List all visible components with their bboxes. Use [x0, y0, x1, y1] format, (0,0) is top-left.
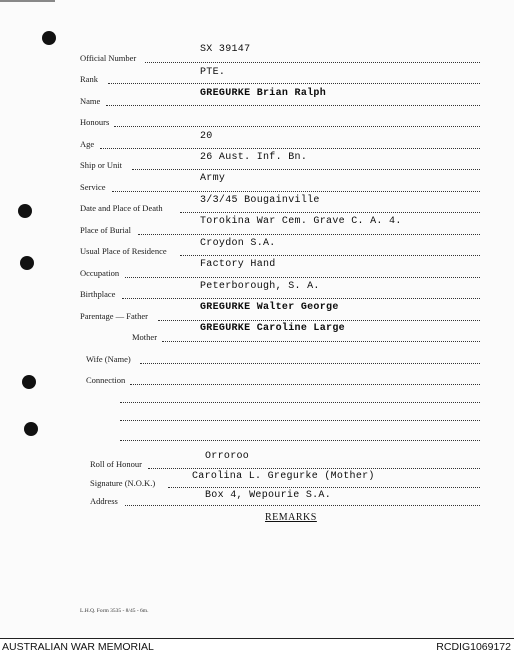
dotted-line	[106, 105, 480, 106]
age-label: Age	[80, 139, 95, 149]
archive-footer	[0, 638, 514, 655]
date-place-death-label: Date and Place of Death	[80, 203, 163, 213]
signature-label: Signature (N.O.K.)	[90, 478, 156, 488]
dotted-line	[130, 384, 480, 385]
dotted-line	[114, 126, 480, 127]
service-label: Service	[80, 182, 106, 192]
dotted-line	[158, 320, 480, 321]
ship-or-unit-label: Ship or Unit	[80, 160, 123, 170]
address-value: Box 4, Wepourie S.A.	[205, 490, 332, 501]
punch-hole	[20, 256, 34, 270]
dotted-line	[112, 191, 480, 192]
ship-or-unit-value: 26 Aust. Inf. Bn.	[200, 152, 308, 163]
punch-hole	[42, 31, 56, 45]
mother-value: GREGURKE Caroline Large	[200, 323, 345, 334]
official-number-value: SX 39147	[200, 44, 251, 55]
date-place-death-value: 3/3/45 Bougainville	[200, 195, 320, 206]
dotted-line	[162, 341, 480, 342]
wife-label: Wife (Name)	[86, 354, 131, 364]
dotted-line	[122, 298, 480, 299]
address-label: Address	[90, 496, 118, 506]
footer-institution: AUSTRALIAN WAR MEMORIAL	[2, 641, 154, 653]
place-burial-label: Place of Burial	[80, 225, 131, 235]
occupation-label: Occupation	[80, 268, 120, 278]
honours-label: Honours	[80, 117, 110, 127]
dotted-line	[100, 148, 480, 149]
roll-of-honour-value: Orroroo	[205, 451, 250, 462]
dotted-line	[125, 277, 480, 278]
form-number: L.H.Q. Form 3535 - 8/45 - 6m.	[80, 608, 149, 614]
residence-value: Croydon S.A.	[200, 238, 276, 249]
dotted-line	[140, 363, 480, 364]
father-value: GREGURKE Walter George	[200, 302, 339, 313]
age-value: 20	[200, 131, 213, 142]
dotted-line	[132, 169, 480, 170]
dotted-line	[108, 83, 480, 84]
dotted-line	[180, 212, 480, 213]
connection-label: Connection	[86, 375, 126, 385]
dotted-line	[120, 402, 480, 403]
footer-record-id: RCDIG1069172	[436, 641, 511, 653]
father-label: Parentage — Father	[80, 311, 148, 321]
rank-value: PTE.	[200, 67, 226, 78]
dotted-line	[125, 505, 480, 506]
roll-of-honour-label: Roll of Honour	[90, 459, 142, 469]
name-value: GREGURKE Brian Ralph	[200, 88, 327, 99]
service-value: Army	[200, 173, 226, 184]
dotted-line	[180, 255, 480, 256]
occupation-value: Factory Hand	[200, 259, 276, 270]
punch-hole	[24, 422, 38, 436]
residence-label: Usual Place of Residence	[80, 246, 167, 256]
birthplace-label: Birthplace	[80, 289, 116, 299]
dotted-line	[148, 468, 480, 469]
dotted-line	[168, 487, 480, 488]
mother-label: Mother	[132, 332, 158, 342]
remarks-heading: REMARKS	[265, 512, 317, 523]
birthplace-value: Peterborough, S. A.	[200, 281, 320, 292]
signature-value: Carolina L. Gregurke (Mother)	[192, 471, 375, 482]
dotted-line	[138, 234, 480, 235]
punch-hole	[22, 375, 36, 389]
place-burial-value: Torokina War Cem. Grave C. A. 4.	[200, 216, 402, 227]
name-label: Name	[80, 96, 101, 106]
scan-edge-mark	[0, 0, 55, 8]
rank-label: Rank	[80, 74, 98, 84]
punch-hole	[18, 204, 32, 218]
official-number-label: Official Number	[80, 53, 137, 63]
dotted-line	[120, 420, 480, 421]
dotted-line	[120, 440, 480, 441]
dotted-line	[145, 62, 480, 63]
